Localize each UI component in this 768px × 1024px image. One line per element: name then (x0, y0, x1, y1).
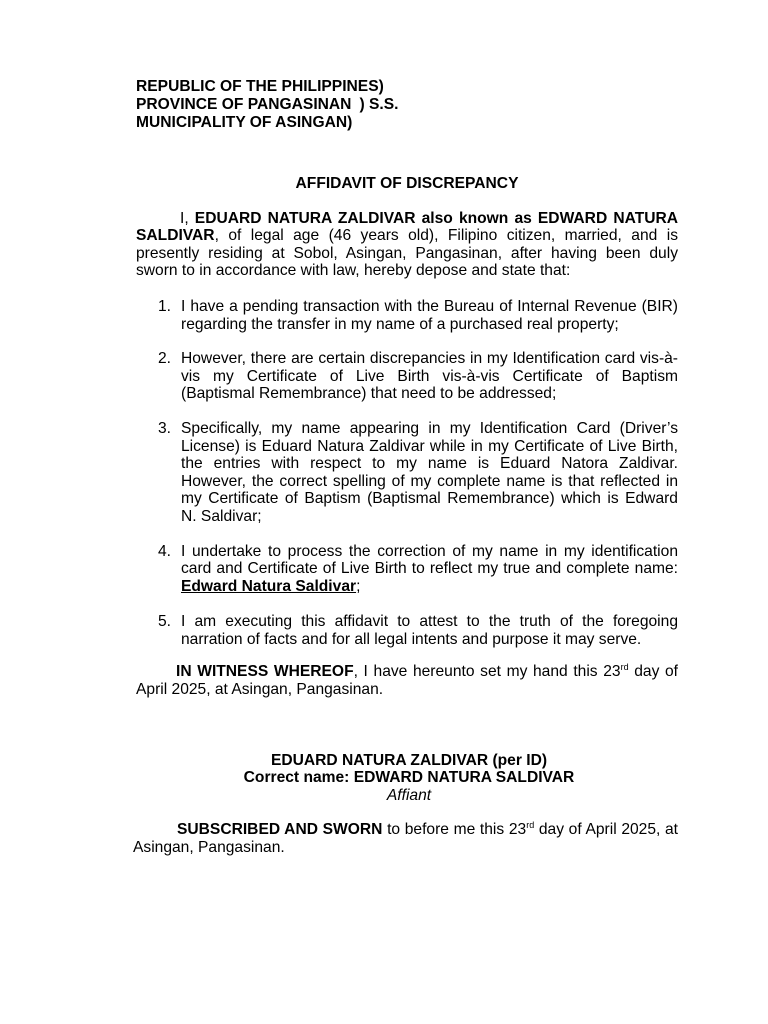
statement-text: I undertake to process the correction of my name in my identification card and Certificate of Live Birth to reflect my true and complete name: (181, 542, 678, 578)
witness-ordinal-suffix: rd (620, 662, 629, 673)
affiant-name-per-id: EDUARD NATURA ZALDIVAR (per ID) (270, 751, 548, 769)
statement-number: 5. (158, 613, 172, 631)
numbered-statements (136, 298, 678, 649)
venue-ss-text: ) S.S. (359, 96, 399, 113)
affiant-correct-name: Correct name: EDWARD NATURA SALDIVAR (243, 769, 575, 787)
affidavit-page (133, 78, 679, 857)
witness-text-2: day of April 2025, at Asingan, Pangasinan. (136, 663, 679, 699)
jurat-lead: SUBSCRIBED AND SWORN (177, 821, 383, 839)
intro-lead: I, (180, 209, 195, 227)
statement-item-5 (136, 613, 678, 648)
statement-text-end: ; (356, 577, 361, 595)
affiant-label: Affiant (386, 786, 432, 804)
statement-item-4 (136, 543, 678, 596)
intro-paragraph (136, 210, 678, 280)
witness-paragraph (136, 663, 678, 698)
signature-block (136, 752, 678, 805)
affiant-name-bold: EDUARD NATURA ZALDIVAR also known as EDWARD NATURA SALDIVAR (136, 209, 678, 245)
venue-province-text: PROVINCE OF PANGASINAN (136, 96, 352, 113)
statement-item-1 (136, 298, 678, 333)
statement-text: Specifically, my name appearing in my Identification Card (Driver’s License) is Eduard Natura Zaldivar while in my Certificate of Live Birth, the entries with respect to my name is Eduard Natora Zaldivar. However, the correct spelling of my complete name is that reflected in my Certificate of Baptism (Baptismal Remembrance) which is Edward N. Saldivar; (181, 419, 678, 525)
statement-number: 3. (158, 419, 172, 437)
jurat-ordinal-suffix: rd (526, 820, 535, 831)
witness-lead: IN WITNESS WHEREOF (176, 663, 354, 681)
jurat-text-1: to before me this 23 (382, 821, 527, 839)
venue-line-republic: REPUBLIC OF THE PHILIPPINES) (136, 78, 384, 95)
venue-header (136, 78, 678, 132)
document-title: AFFIDAVIT OF DISCREPANCY (295, 175, 519, 192)
statement-text: I have a pending transaction with the Bureau of Internal Revenue (BIR) regarding the transfer in my name of a purchased real property; (181, 297, 678, 333)
venue-line-province (136, 96, 678, 114)
statement-text: However, there are certain discrepancies in my Identification card vis-à-vis my Certificate of Live Birth vis-à-vis Certificate of Baptism (Baptismal Remembrance) that need to be addressed; (181, 350, 678, 403)
intro-rest: , of legal age (46 years old), Filipino citizen, married, and is presently residing at Sobol, Asingan, Pangasinan, after having been duly sworn to in accordance with law, hereby depose and state that: (136, 227, 678, 280)
statement-number: 2. (158, 350, 172, 368)
correct-name-emphasis: Edward Natura Saldivar (181, 577, 357, 595)
statement-text: I am executing this affidavit to attest to the truth of the foregoing narration of facts and for all legal intents and purpose it may serve. (181, 613, 678, 648)
statement-item-2 (136, 350, 678, 403)
statement-number: 1. (158, 297, 172, 315)
witness-text-1: , I have hereunto set my hand this 23 (353, 663, 621, 681)
venue-line-municipality: MUNICIPALITY OF ASINGAN) (136, 114, 353, 131)
statement-item-3 (136, 420, 678, 526)
statement-number: 4. (158, 542, 172, 560)
jurat-paragraph (133, 821, 678, 856)
jurat-text-2: day of April 2025, at Asingan, Pangasinan. (133, 821, 679, 857)
